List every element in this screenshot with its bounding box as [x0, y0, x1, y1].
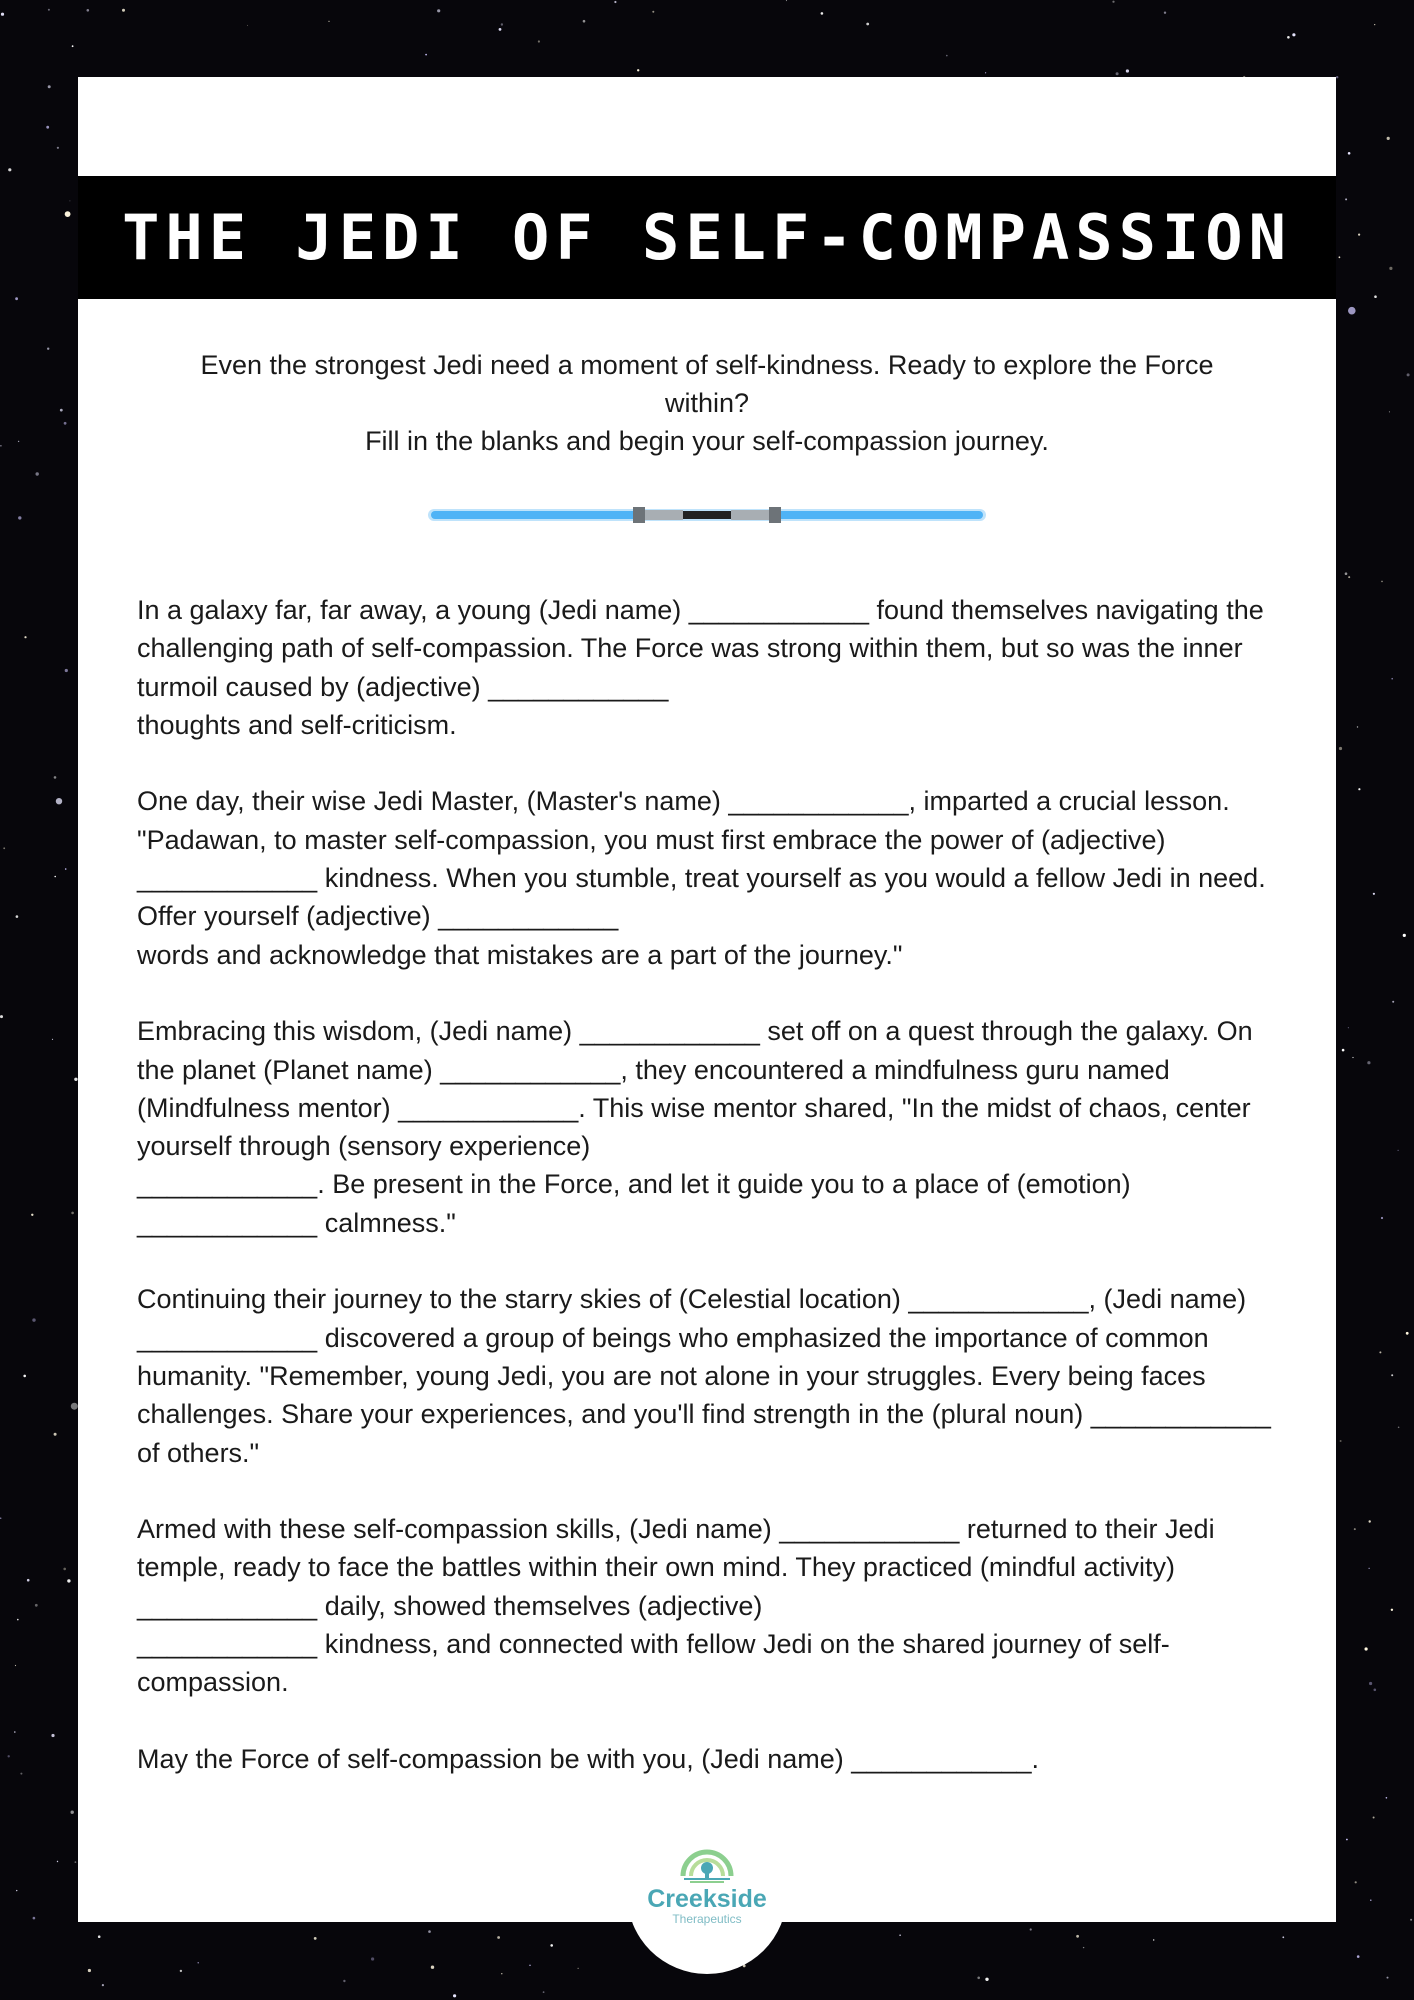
star [54, 1433, 57, 1436]
star [1030, 1928, 1032, 1930]
star [16, 915, 19, 918]
star [985, 72, 986, 73]
star [31, 1214, 33, 1216]
star [18, 516, 21, 519]
page-title: THE JEDI OF SELF-COMPASSION [122, 200, 1292, 274]
star [1373, 1817, 1375, 1819]
star [1369, 1520, 1371, 1522]
star [1354, 1528, 1356, 1530]
star [1358, 234, 1360, 236]
star [497, 1936, 500, 1939]
star [15, 1665, 16, 1666]
star [71, 1403, 78, 1410]
star [437, 9, 440, 12]
star [48, 85, 51, 88]
star [14, 1731, 16, 1733]
star [16, 1890, 17, 1891]
star [1392, 1001, 1394, 1003]
story-paragraph: In a galaxy far, far away, a young (Jedi name) ____________ found themselves navigating the challenging path of self-compassion. The Force was strong within them, but so was the inner turmoil caused by (adjective) ____________ thoughts and self-criticism. [137, 595, 1264, 740]
star [0, 445, 2, 447]
star [538, 40, 540, 42]
star [1370, 1900, 1371, 1901]
star [65, 211, 71, 217]
star [637, 69, 639, 71]
story-paragraph: Embracing this wisdom, (Jedi name) ____________ set off on a quest through the galaxy. On the planet (Planet name) ____________, they encountered a mindfulness guru named (Mindfulness mentor) ____________. This wise mentor shared, "In the midst of chaos, center yourself through (sensory experience) ____________. Be present in the Force, and let it guide you to a place of (emotion) ____________ calmness." [137, 1016, 1253, 1238]
star [1153, 1939, 1154, 1940]
star [24, 636, 26, 638]
star [71, 1811, 74, 1814]
star [98, 1935, 101, 1938]
star [1348, 152, 1351, 155]
star [1391, 1609, 1393, 1611]
star [1407, 373, 1410, 376]
star [1358, 788, 1360, 790]
star [1367, 1061, 1370, 1064]
story-paragraph: Armed with these self-compassion skills, (Jedi name) ____________ returned to their Jedi temple, ready to face the battles within their own mind. They practiced (mindful activity) ____________ daily, showed themselves (adjective) ____________ kindness, and connected with fellow Jedi on the shared journey of self-compassion. [137, 1514, 1215, 1698]
star [57, 1861, 58, 1862]
star [985, 1978, 988, 1981]
star [54, 776, 57, 779]
star [1391, 678, 1393, 680]
star [1348, 1027, 1349, 1028]
star [499, 28, 502, 31]
star [1374, 295, 1377, 298]
star [371, 1957, 374, 1960]
star [8, 168, 11, 171]
star [1365, 1647, 1368, 1650]
star [63, 1568, 66, 1571]
star [52, 1039, 53, 1040]
star [88, 1969, 91, 1972]
star [899, 1934, 901, 1936]
star [198, 1962, 199, 1963]
star [1083, 1947, 1084, 1948]
star [1336, 76, 1338, 78]
star [652, 11, 654, 13]
star [1345, 572, 1348, 575]
star [71, 1212, 74, 1215]
star [67, 1579, 70, 1582]
star [1391, 1374, 1393, 1376]
star [102, 1984, 104, 1986]
star [1389, 267, 1392, 270]
star [1386, 1797, 1388, 1799]
intro-line-1: Even the strongest Jedi need a moment of self-kindness. Ready to explore the Force within? [200, 350, 1214, 418]
star [0, 1518, 1, 1519]
star [1406, 1332, 1409, 1335]
star [1076, 1935, 1079, 1938]
star [60, 409, 63, 412]
star [65, 868, 67, 870]
star [57, 147, 59, 149]
star [1292, 33, 1295, 36]
star [3, 847, 5, 849]
star [1379, 1351, 1381, 1353]
star [1389, 411, 1390, 412]
star [977, 1977, 980, 1980]
star [1398, 1427, 1400, 1429]
star [1381, 581, 1383, 583]
star [87, 9, 90, 12]
star [1387, 137, 1390, 140]
star [1348, 307, 1356, 315]
star [343, 1980, 345, 1982]
star [1126, 69, 1129, 72]
star [583, 20, 586, 23]
intro-text [200, 346, 1214, 460]
story-body [137, 591, 1287, 1817]
star [1348, 576, 1350, 578]
star [501, 1973, 502, 1974]
star [46, 126, 49, 129]
star [1339, 256, 1341, 258]
title-banner [78, 176, 1336, 299]
star [1410, 1919, 1412, 1921]
star [314, 1937, 317, 1940]
star [32, 1318, 35, 1321]
lightsaber-divider-icon [428, 505, 986, 525]
star [614, 1, 616, 3]
star [946, 55, 948, 57]
star [17, 1619, 19, 1621]
star [1387, 1977, 1389, 1979]
star [578, 1968, 579, 1969]
star [33, 1917, 36, 1920]
star [56, 798, 62, 804]
star [69, 200, 70, 201]
star [122, 9, 125, 12]
star [1374, 1689, 1377, 1692]
intro-line-2: Fill in the blanks and begin your self-compassion journey. [365, 426, 1049, 456]
sunrise-tree-icon [680, 1846, 734, 1884]
star [23, 1375, 26, 1378]
star [15, 297, 18, 300]
story-paragraph: One day, their wise Jedi Master, (Master's name) ____________, imparted a crucial lesson. "Padawan, to master self-compassion, you must first embrace the power of (adjective) ____________ kindness. When you stumble, treat yourself as you would a fellow Jedi in need. Offer yourself (adjective) ____________ words and acknowledge that mistakes are a part of the journey." [137, 786, 1266, 970]
star [47, 348, 49, 350]
star [1373, 893, 1375, 895]
star [1346, 1839, 1348, 1841]
star [20, 1773, 22, 1775]
star [1403, 934, 1406, 937]
star [8, 1755, 10, 1757]
star [18, 441, 19, 442]
brand-tagline: Therapeutics [672, 1912, 742, 1926]
star [1369, 1568, 1370, 1569]
star [27, 1579, 30, 1582]
star [453, 1994, 456, 1997]
star [51, 1734, 54, 1737]
star [821, 12, 824, 15]
star [1116, 72, 1119, 75]
star [1339, 747, 1342, 750]
star [1374, 24, 1375, 25]
star [1164, 12, 1166, 14]
star [1282, 1936, 1284, 1938]
story-paragraph: Continuing their journey to the starry skies of (Celestial location) ____________, (Jedi name) ____________ discovered a group of beings who emphasized the importance of common humanity. "Remember, young Jedi, you are not alone in your struggles. Every being faces challenges. Share your experiences, and you'll find strength in the (plural noun) ____________ of others." [137, 1284, 1271, 1468]
star [1352, 1057, 1353, 1058]
story-paragraph: May the Force of self-compassion be with you, (Jedi name) ____________. [137, 1743, 1039, 1774]
star [48, 9, 50, 11]
star [866, 23, 869, 26]
star [529, 1965, 530, 1966]
star [550, 1944, 553, 1947]
star [1381, 1217, 1383, 1219]
star [1355, 1881, 1357, 1883]
star [1357, 726, 1358, 727]
star [1287, 36, 1290, 39]
star [425, 54, 427, 56]
star [65, 669, 68, 672]
star [0, 1015, 3, 1018]
star [1357, 1955, 1360, 1958]
star [72, 45, 74, 47]
brand-name: Creekside [647, 1885, 767, 1913]
star [1342, 1049, 1345, 1052]
star [431, 1966, 434, 1969]
star [543, 1991, 545, 1993]
star [35, 1604, 38, 1607]
star [428, 1930, 431, 1933]
star [786, 0, 787, 1]
star [64, 422, 67, 425]
star [1340, 1440, 1342, 1442]
star [501, 23, 503, 25]
star [1345, 198, 1347, 200]
star [1, 13, 4, 16]
star [1112, 1, 1114, 3]
star [54, 876, 56, 878]
star [247, 25, 248, 26]
star [328, 21, 329, 22]
star [1369, 1682, 1372, 1685]
star [36, 472, 39, 475]
star [180, 1970, 182, 1972]
star [1398, 1150, 1399, 1151]
star [75, 1861, 77, 1863]
